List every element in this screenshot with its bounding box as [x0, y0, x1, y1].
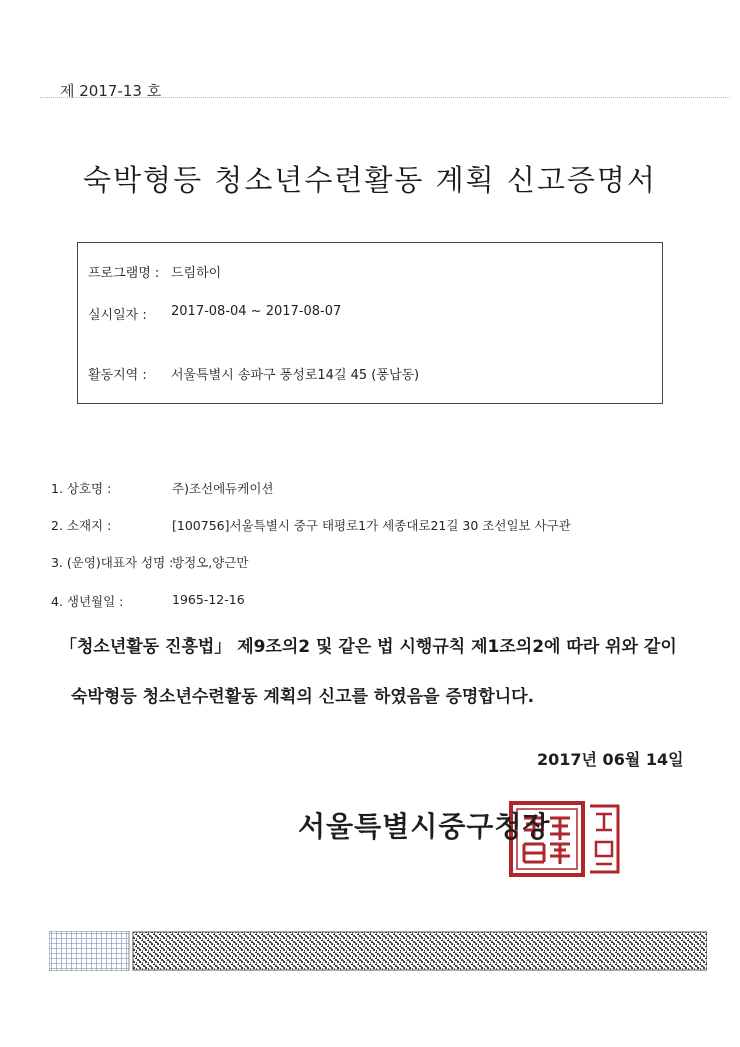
top-divider	[40, 97, 730, 98]
detail-value: [100756]서울특별시 중구 태평로1가 세종대로21길 30 조선일보 사구관	[172, 518, 571, 533]
issuer-name: 서울특별시중구청장	[298, 810, 551, 843]
security-barcode-strip	[49, 931, 707, 971]
detail-value: 1965-12-16	[172, 592, 245, 607]
program-date-label: 실시일자 :	[88, 308, 147, 323]
program-info-box	[77, 242, 663, 404]
document-title: 숙박형등 청소년수련활동 계획 신고증명서	[83, 163, 657, 197]
detail-label: 4. 생년월일 :	[51, 594, 124, 609]
program-name-label: 프로그램명 :	[88, 266, 160, 281]
certification-line-1: 「청소년활동 진흥법」 제9조의2 및 같은 법 시행규칙 제1조의2에 따라 위와 같이	[60, 637, 677, 657]
detail-label: 2. 소재지 :	[51, 518, 112, 533]
detail-value: 주)조선에듀케이션	[172, 481, 274, 496]
detail-label: 1. 상호명 :	[51, 481, 112, 496]
seal-continuation-icon	[586, 800, 622, 878]
certification-line-2: 숙박형등 청소년수련활동 계획의 신고를 하였음을 증명합니다.	[71, 687, 535, 707]
program-date-value: 2017-08-04 ~ 2017-08-07	[171, 304, 342, 319]
document-number: 제 2017-13 호	[60, 82, 162, 100]
issue-date: 2017년 06월 14일	[537, 750, 684, 769]
detail-label: 3. (운영)대표자 성명 :	[51, 555, 174, 570]
detail-value: 방정오,양근만	[172, 555, 249, 570]
program-area-value: 서울특별시 송파구 풍성로14길 45 (풍납동)	[171, 368, 420, 383]
program-area-label: 활동지역 :	[88, 368, 147, 383]
program-name-value: 드림하이	[171, 266, 222, 281]
